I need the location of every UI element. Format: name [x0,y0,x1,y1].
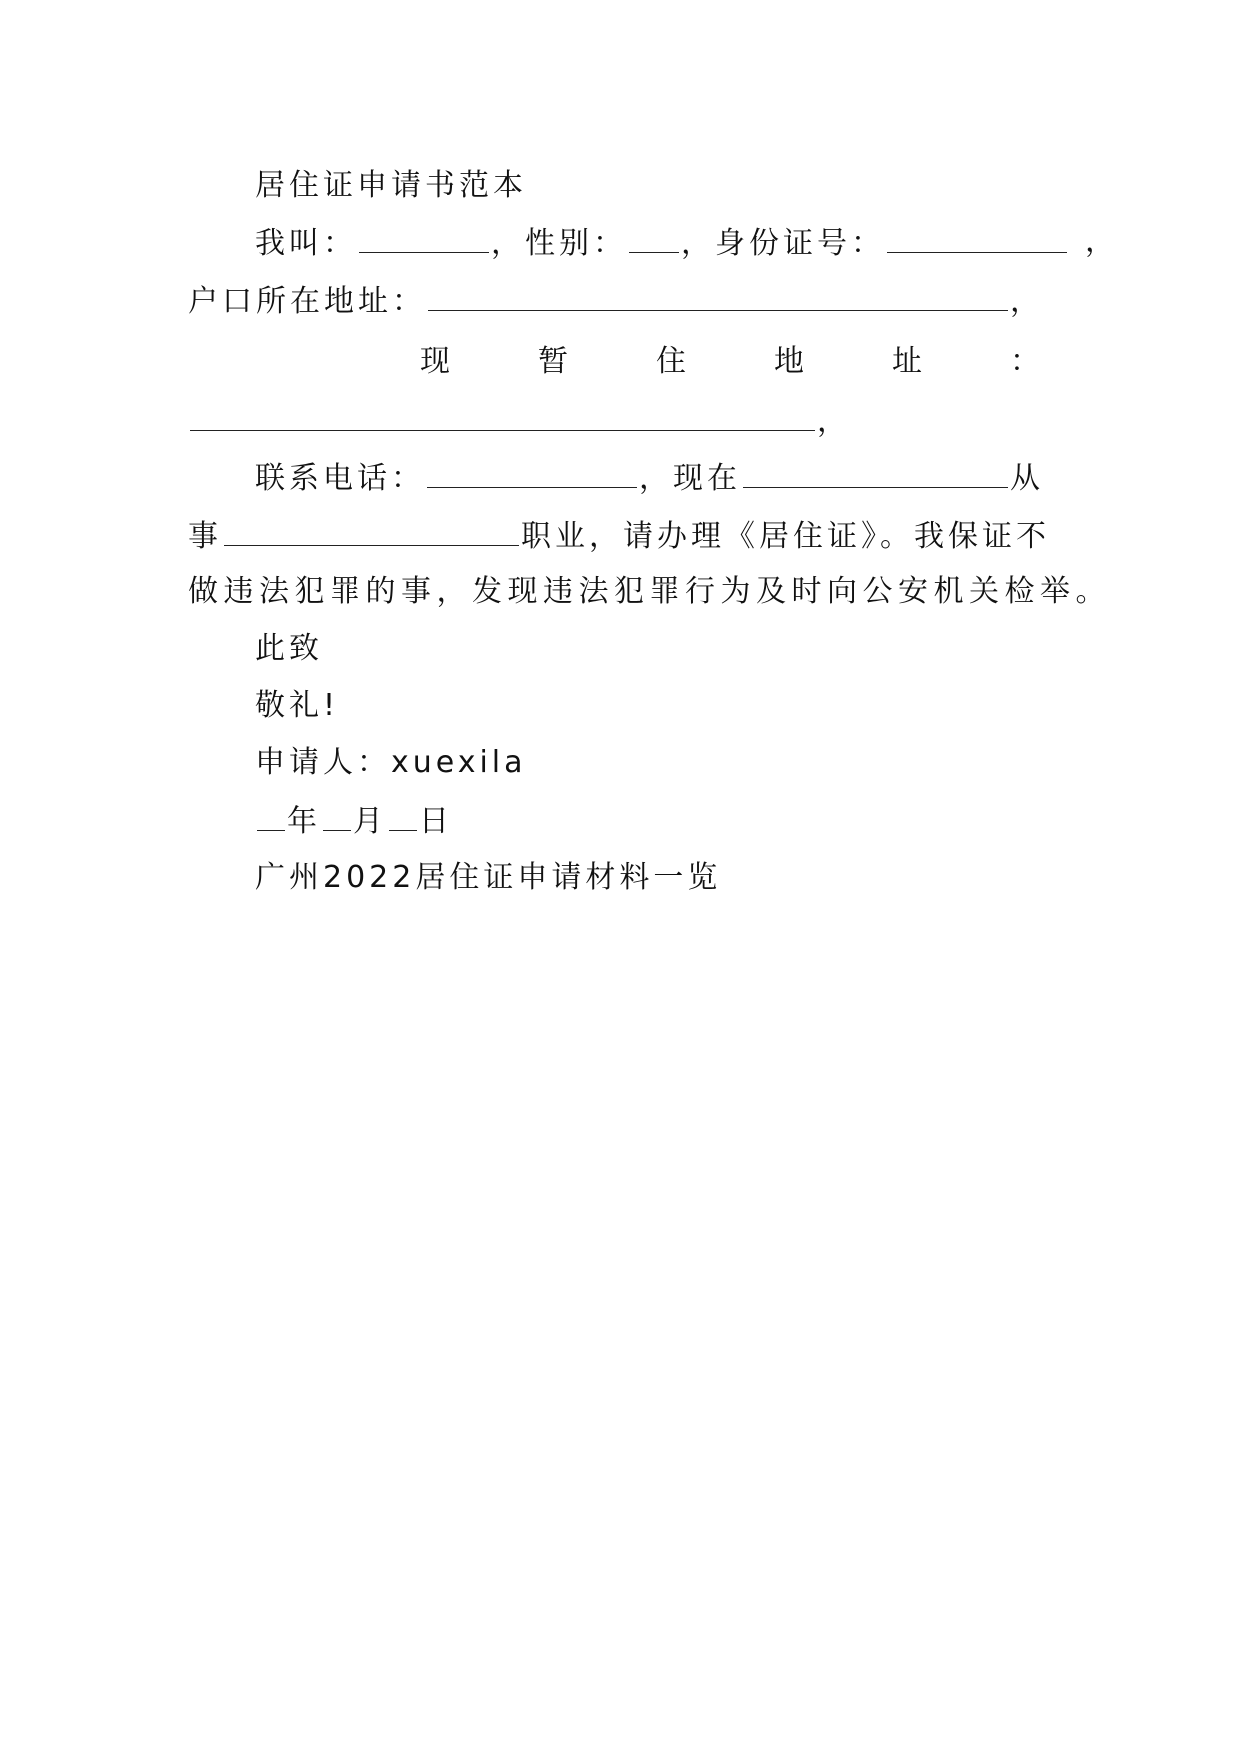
line1-end-comma: ， [1085,224,1119,259]
month-label: 月 [353,804,387,839]
household-address-label: 户口所在地址： [188,284,426,319]
line-phone-now [255,457,1044,499]
document-title: 居住证申请书范本 [255,168,527,203]
occupation-prefix: 事 [188,519,222,554]
current-address-char-5: 址 [892,344,922,379]
id-number-blank[interactable] [887,222,1067,253]
current-address-char-1: 现 [420,344,450,379]
line-current-address-blank [188,400,851,442]
phone-label: 联系电话： [255,461,425,496]
current-address-char-3: 住 [656,344,686,379]
closing-salutation: 此致 [255,631,323,666]
current-address-char-6: ： [1010,344,1040,379]
day-blank[interactable] [389,800,417,831]
gender-blank[interactable] [629,222,679,253]
line-household-address [188,280,1044,322]
current-address-char-4: 地 [774,344,804,379]
current-address-char-2: 暂 [538,344,568,379]
engaged-label: 从 [1010,461,1044,496]
line-name-gender-id [255,222,1069,264]
current-address-blank[interactable] [190,400,815,431]
now-label: ，现在 [639,461,741,496]
workplace-blank[interactable] [743,457,1008,488]
id-label: ，身份证号： [681,226,885,261]
month-blank[interactable] [323,800,351,831]
name-label: 我叫： [255,226,357,261]
line4-end-comma: ， [817,404,851,439]
year-blank[interactable] [257,800,285,831]
name-blank[interactable] [359,222,489,253]
applicant-line: 申请人：xuexila [255,745,527,780]
occupation-text: 职业，请办理《居住证》。我保证不 [521,519,1050,554]
year-label: 年 [287,804,321,839]
footer-title: 广州2022居住证申请材料一览 [255,860,722,895]
household-address-blank[interactable] [428,280,1008,311]
date-line [255,800,453,842]
line2-end-comma: ， [1010,284,1044,319]
line-pledge: 做违法犯罪的事，发现违法犯罪行为及时向公安机关检举。 [188,574,1111,609]
closing-regards: 敬礼! [255,688,340,723]
occupation-blank[interactable] [224,515,519,546]
current-address-label [420,342,1040,382]
line-occupation [188,515,1050,557]
day-label: 日 [419,804,453,839]
gender-label: ，性别： [491,226,627,261]
phone-blank[interactable] [427,457,637,488]
